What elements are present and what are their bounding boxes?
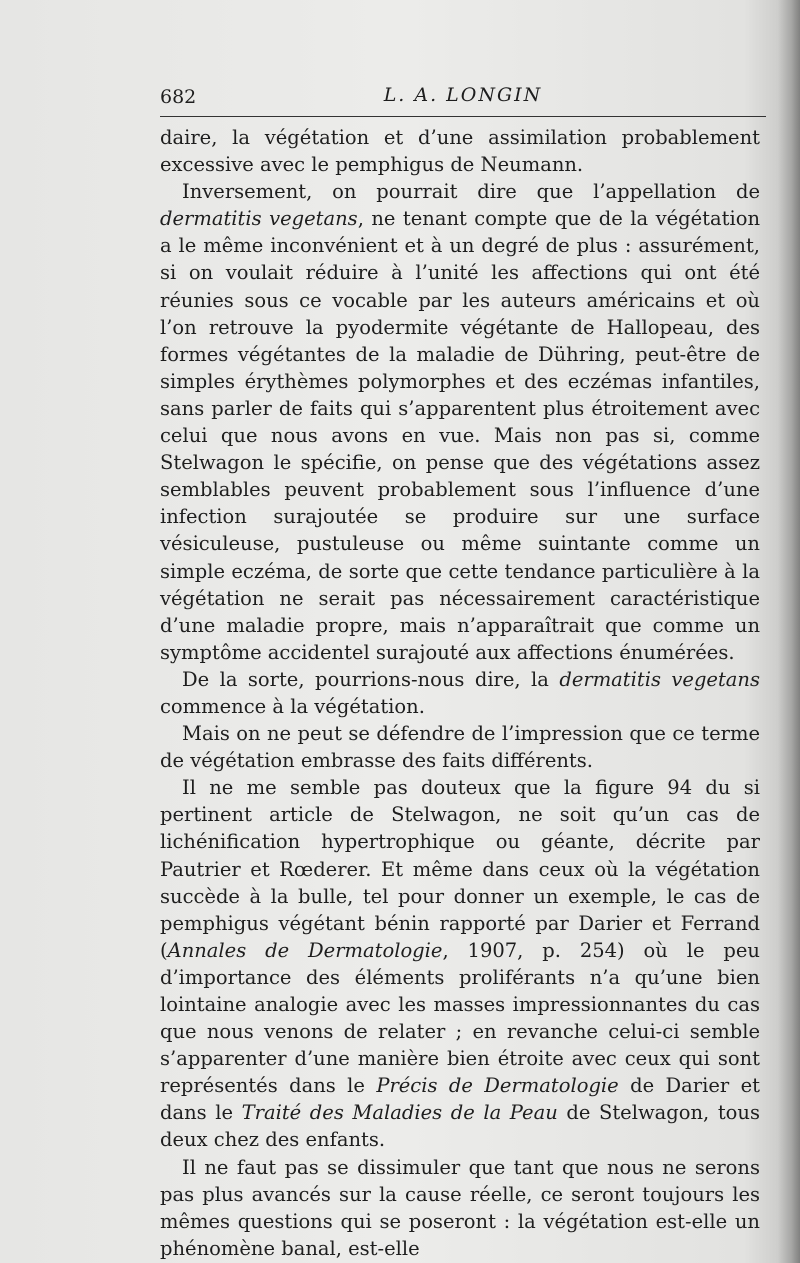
paragraph: [160, 774, 760, 1153]
italic-citation: Annales de Dermatologie: [167, 938, 443, 962]
italic-citation: Traité des Maladies de la Peau: [241, 1101, 558, 1125]
text-run: commence à la végétation.: [160, 694, 425, 718]
text-run: , ne tenant compte que de la végétation a le même inconvénient et à un degré de plus : assurément, si on voulait réduire à l’unité les affections qui ont été réunies sous ce vocable par les auteurs américains et où l’on retrouve la pyodermite végétante de Hallopeau, des formes végétantes de la maladie de Dühring, peut-être de simples érythèmes polymorphes et des eczémas infantiles, sans parler de faits qui s’apparentent plus étroitement avec celui que nous avons en vue. Mais non pas si, comme Stelwagon le spécifie, on pense que des végétations assez semblables peuvent probablement sous l’influence d’une infection surajoutée se produire sur une surface vésiculeuse, pustuleuse ou même suintante comme un simple eczéma, de sorte que cette tendance particulière à la végétation ne serait pas nécessairement caractéristique d’une maladie propre, mais n’apparaîtrait que comme un symptôme accidentel surajouté aux affections énumérées.: [160, 207, 760, 664]
text-run: Inversement, on pourrait dire que l’appellation de: [182, 180, 760, 204]
italic-term: dermatitis vegetans: [559, 667, 760, 691]
header-rule: [160, 116, 766, 117]
page-header: [160, 80, 766, 114]
text-run: daire, la végétation et d’une assimilation probablement excessive avec le pemphigus de Neumann.: [160, 126, 760, 177]
text-run: de Darier et dans le: [160, 1074, 760, 1125]
running-title: L. A. LONGIN: [383, 84, 543, 106]
italic-term: dermatitis vegetans: [160, 207, 358, 231]
paragraph: [160, 666, 760, 720]
text-run: de Stelwagon, tous deux chez des enfants.: [160, 1101, 760, 1152]
text-run: De la sorte, pourrions-nous dire, la: [182, 667, 560, 691]
italic-citation: Précis de Dermatologie: [376, 1074, 619, 1098]
page-number: 682: [160, 86, 197, 108]
paragraph: [160, 1154, 760, 1262]
text-run: Mais on ne peut se défendre de l’impression que ce terme de végétation embrasse des faits différents.: [160, 722, 760, 773]
text-run: Il ne me semble pas douteux que la figure 94 du si pertinent article de Stelwagon, ne soit qu’un cas de lichénification hypertrophique ou géante, décrite par Pautrier et Rœderer. Et même dans ceux où la végétation succède à la bulle, tel pour donner un exemple, le cas de pemphigus végétant bénin rapporté par Darier et Ferrand (: [160, 776, 760, 962]
paragraph: [160, 124, 760, 178]
text-run: Il ne faut pas se dissimuler que tant que nous ne serons pas plus avancés sur la cause réelle, ce seront toujours les mêmes questions qui se poseront : la végétation est-elle un phénomène banal, est-elle: [160, 1155, 760, 1260]
paragraph: [160, 178, 760, 666]
page-gutter-shadow: [778, 0, 800, 1263]
text-run: , 1907, p. 254) où le peu d’importance des éléments proliférants n’a qu’une bien lointaine analogie avec les masses impressionnantes du cas que nous venons de relater ; en revanche celui-ci semble s’apparenter d’une manière bien étroite avec ceux qui sont représentés dans le: [160, 938, 760, 1098]
body-text: [160, 124, 760, 1262]
paragraph: [160, 720, 760, 774]
